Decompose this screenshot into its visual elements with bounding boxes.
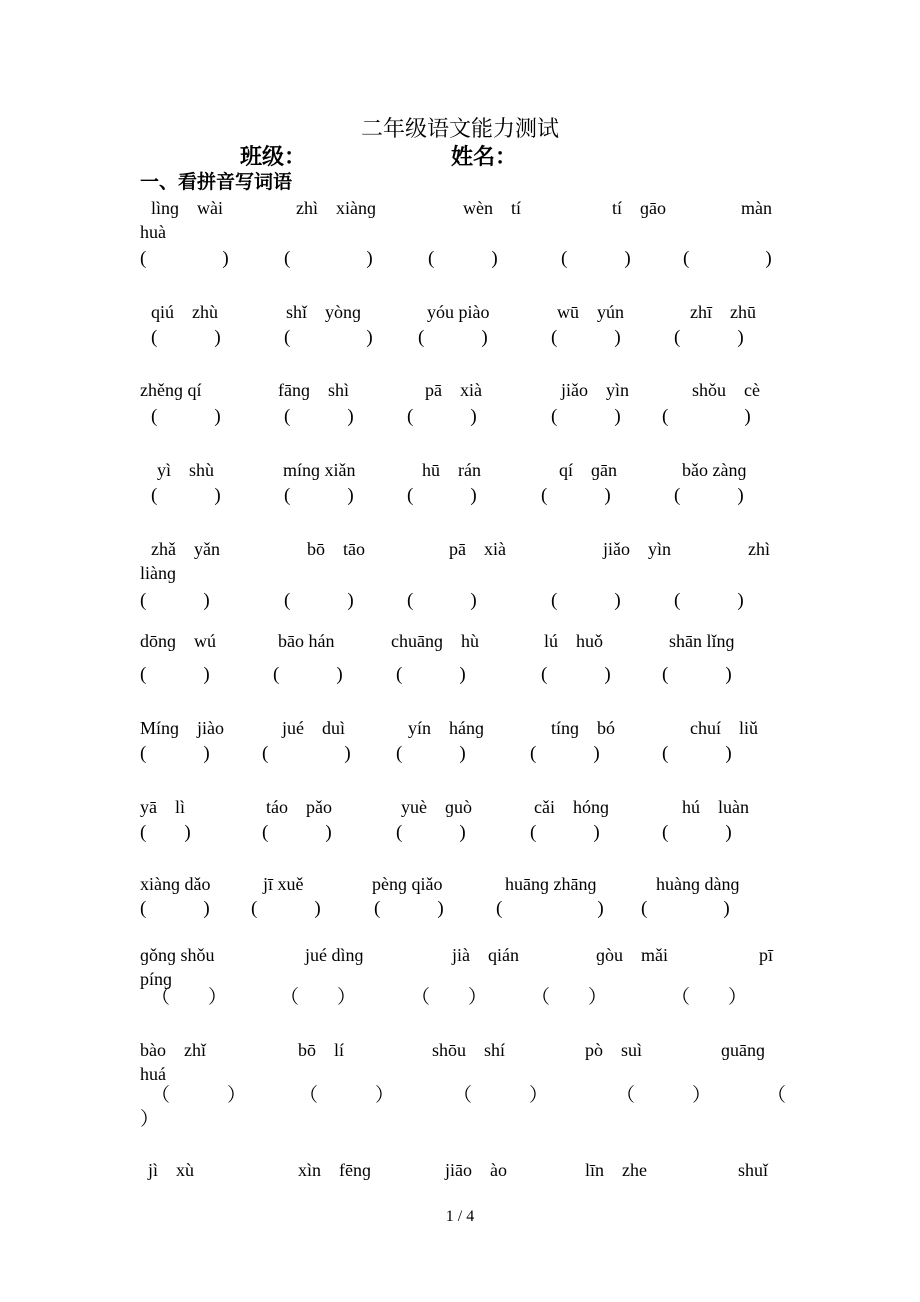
pinyin-word: cǎi hónɡ bbox=[534, 797, 609, 817]
answer-blank: ( ) bbox=[396, 664, 466, 685]
answer-blank: ( ) bbox=[561, 248, 631, 269]
pinyin-word: hū rán bbox=[422, 460, 481, 480]
answer-blank: ( ) bbox=[674, 590, 744, 611]
pinyin-wrap: liànɡ bbox=[140, 563, 176, 583]
pinyin-word: bǎo zànɡ bbox=[682, 460, 747, 480]
answer-blank: ( ) bbox=[251, 898, 321, 919]
pinyin-word: jiāo ào bbox=[445, 1160, 507, 1180]
answer-blank: ( ) bbox=[396, 743, 466, 764]
answer-blank: ( ) bbox=[662, 743, 732, 764]
pinyin-word: shuǐ bbox=[738, 1160, 769, 1180]
pinyin-word: chuānɡ hù bbox=[391, 631, 479, 651]
answer-blank: ( ) bbox=[551, 590, 621, 611]
pinyin-word: huànɡ dànɡ bbox=[656, 874, 740, 894]
answer-blank: ( ) bbox=[140, 248, 229, 269]
pinyin-word: yín hánɡ bbox=[408, 718, 484, 738]
pinyin-word: mínɡ xiǎn bbox=[283, 460, 356, 480]
pinyin-word: dōnɡ wú bbox=[140, 631, 216, 651]
pinyin-word: zhěnɡ qí bbox=[140, 380, 202, 400]
pinyin-word: zhì bbox=[748, 539, 770, 559]
answer-blank: （ ） bbox=[671, 987, 748, 1008]
page-number: 1 / 4 bbox=[445, 1208, 475, 1225]
pinyin-word: ɡuānɡ bbox=[721, 1040, 765, 1060]
pinyin-word: bào zhǐ bbox=[140, 1040, 206, 1060]
answer-blank: ( ) bbox=[662, 664, 732, 685]
answer-blank: （ ） bbox=[151, 987, 228, 1008]
pinyin-word: bō lí bbox=[298, 1040, 345, 1060]
pinyin-word: chuí liǔ bbox=[690, 718, 758, 738]
pinyin-word: bō tāo bbox=[307, 539, 365, 559]
answer-blank: ( ) bbox=[641, 898, 730, 919]
answer-blank-wrap: ） bbox=[140, 1109, 160, 1130]
answer-blank: ( ) bbox=[140, 822, 191, 843]
answer-blank: ( ) bbox=[662, 822, 732, 843]
answer-blank: ( ) bbox=[374, 898, 444, 919]
answer-blank: ( ) bbox=[541, 664, 611, 685]
section-heading-1: 一、看拼音写词语 bbox=[140, 171, 293, 193]
pinyin-word: fānɡ shì bbox=[278, 380, 349, 400]
answer-blank: （ ） bbox=[453, 1085, 549, 1106]
pinyin-word: wū yún bbox=[557, 302, 624, 322]
pinyin-word: shǒu cè bbox=[692, 380, 760, 400]
pinyin-word: Mínɡ jiào bbox=[140, 718, 224, 738]
answer-blank: ( ) bbox=[407, 406, 477, 427]
answer-blank: ( ) bbox=[284, 248, 373, 269]
pinyin-word: tí ɡāo bbox=[612, 198, 666, 218]
answer-blank: ( ) bbox=[674, 327, 744, 348]
page-title: 二年级语文能力测试 bbox=[360, 117, 559, 142]
pinyin-word: màn bbox=[741, 198, 772, 218]
answer-blank: ( ) bbox=[284, 485, 354, 506]
answer-blank: （ ） bbox=[531, 987, 608, 1008]
pinyin-word: jià qián bbox=[452, 945, 519, 965]
answer-blank: ( ) bbox=[151, 406, 221, 427]
answer-blank: （ ） bbox=[616, 1085, 712, 1106]
pinyin-word: zhì xiànɡ bbox=[296, 198, 376, 218]
answer-blank: ( ) bbox=[140, 898, 210, 919]
pinyin-word: táo pǎo bbox=[266, 797, 332, 817]
answer-blank: ( ) bbox=[396, 822, 466, 843]
answer-blank: ( ) bbox=[428, 248, 498, 269]
answer-blank: ( ) bbox=[284, 406, 354, 427]
answer-blank: （ ） bbox=[299, 1085, 395, 1106]
answer-blank: ( ) bbox=[541, 485, 611, 506]
pinyin-word: shǐ yònɡ bbox=[286, 302, 362, 322]
pinyin-word: yuè ɡuò bbox=[401, 797, 472, 817]
pinyin-word: lìnɡ wài bbox=[151, 198, 223, 218]
pinyin-word: bāo hán bbox=[278, 631, 335, 651]
answer-blank: ( ) bbox=[273, 664, 343, 685]
answer-blank: ( ) bbox=[496, 898, 604, 919]
answer-blank: ( ) bbox=[151, 485, 221, 506]
pinyin-wrap: huà bbox=[140, 222, 166, 242]
pinyin-word: tínɡ bó bbox=[551, 718, 616, 738]
pinyin-word: yā lì bbox=[140, 797, 185, 817]
pinyin-word: lú huǒ bbox=[544, 631, 604, 651]
answer-blank: （ ） bbox=[280, 987, 357, 1008]
pinyin-word: pā xià bbox=[425, 380, 482, 400]
pinyin-word: zhī zhū bbox=[690, 302, 756, 322]
pinyin-wrap: huá bbox=[140, 1064, 166, 1084]
pinyin-wrap: pínɡ bbox=[140, 969, 173, 989]
pinyin-word: xìn fēnɡ bbox=[298, 1160, 371, 1180]
answer-blank: ( ) bbox=[407, 590, 477, 611]
pinyin-word: yóu piào bbox=[427, 302, 490, 322]
answer-blank: （ ） bbox=[411, 987, 488, 1008]
answer-blank: ( ) bbox=[284, 327, 373, 348]
pinyin-word: qiú zhù bbox=[151, 302, 218, 322]
pinyin-word: pā xià bbox=[449, 539, 506, 559]
class-label: 班级： bbox=[240, 145, 307, 170]
answer-blank: ( ) bbox=[262, 822, 332, 843]
pinyin-word: jué dìnɡ bbox=[305, 945, 364, 965]
answer-blank: ( ) bbox=[151, 327, 221, 348]
answer-blank: ( ) bbox=[407, 485, 477, 506]
pinyin-word: shān lǐnɡ bbox=[669, 631, 735, 651]
answer-blank: ( ) bbox=[418, 327, 488, 348]
answer-blank: ( ) bbox=[530, 743, 600, 764]
pinyin-word: huānɡ zhānɡ bbox=[505, 874, 597, 894]
pinyin-word: shōu shí bbox=[432, 1040, 506, 1060]
pinyin-word: yì shù bbox=[157, 460, 215, 480]
answer-blank: ( ) bbox=[140, 590, 210, 611]
answer-blank: ( ) bbox=[284, 590, 354, 611]
answer-blank: ( ) bbox=[551, 406, 621, 427]
pinyin-word: līn zhe bbox=[585, 1160, 647, 1180]
answer-blank: ( ) bbox=[140, 743, 210, 764]
name-label: 姓名： bbox=[451, 145, 518, 170]
pinyin-word: ɡǒnɡ shǒu bbox=[140, 945, 215, 965]
pinyin-word: jué duì bbox=[282, 718, 345, 738]
pinyin-word: pènɡ qiǎo bbox=[372, 874, 443, 894]
pinyin-word: jiǎo yìn bbox=[561, 380, 629, 400]
answer-blank: ( ) bbox=[674, 485, 744, 506]
pinyin-word: hú luàn bbox=[682, 797, 749, 817]
answer-blank: （ ） bbox=[151, 1085, 247, 1106]
pinyin-word: jī xuě bbox=[263, 874, 304, 894]
answer-blank: ( ) bbox=[683, 248, 772, 269]
pinyin-word: pī bbox=[759, 945, 774, 965]
pinyin-word: jì xù bbox=[148, 1160, 195, 1180]
pinyin-word: qí ɡān bbox=[559, 460, 617, 480]
answer-blank: ( ) bbox=[530, 822, 600, 843]
pinyin-word: xiànɡ dǎo bbox=[140, 874, 211, 894]
answer-blank: ( ) bbox=[262, 743, 351, 764]
answer-blank: （ bbox=[767, 1085, 787, 1106]
pinyin-word: jiǎo yìn bbox=[603, 539, 671, 559]
pinyin-word: ɡòu mǎi bbox=[596, 945, 668, 965]
pinyin-word: zhǎ yǎn bbox=[151, 539, 220, 559]
pinyin-word: pò suì bbox=[585, 1040, 643, 1060]
pinyin-word: wèn tí bbox=[463, 198, 521, 218]
answer-blank: ( ) bbox=[551, 327, 621, 348]
answer-blank: ( ) bbox=[662, 406, 751, 427]
answer-blank: ( ) bbox=[140, 664, 210, 685]
